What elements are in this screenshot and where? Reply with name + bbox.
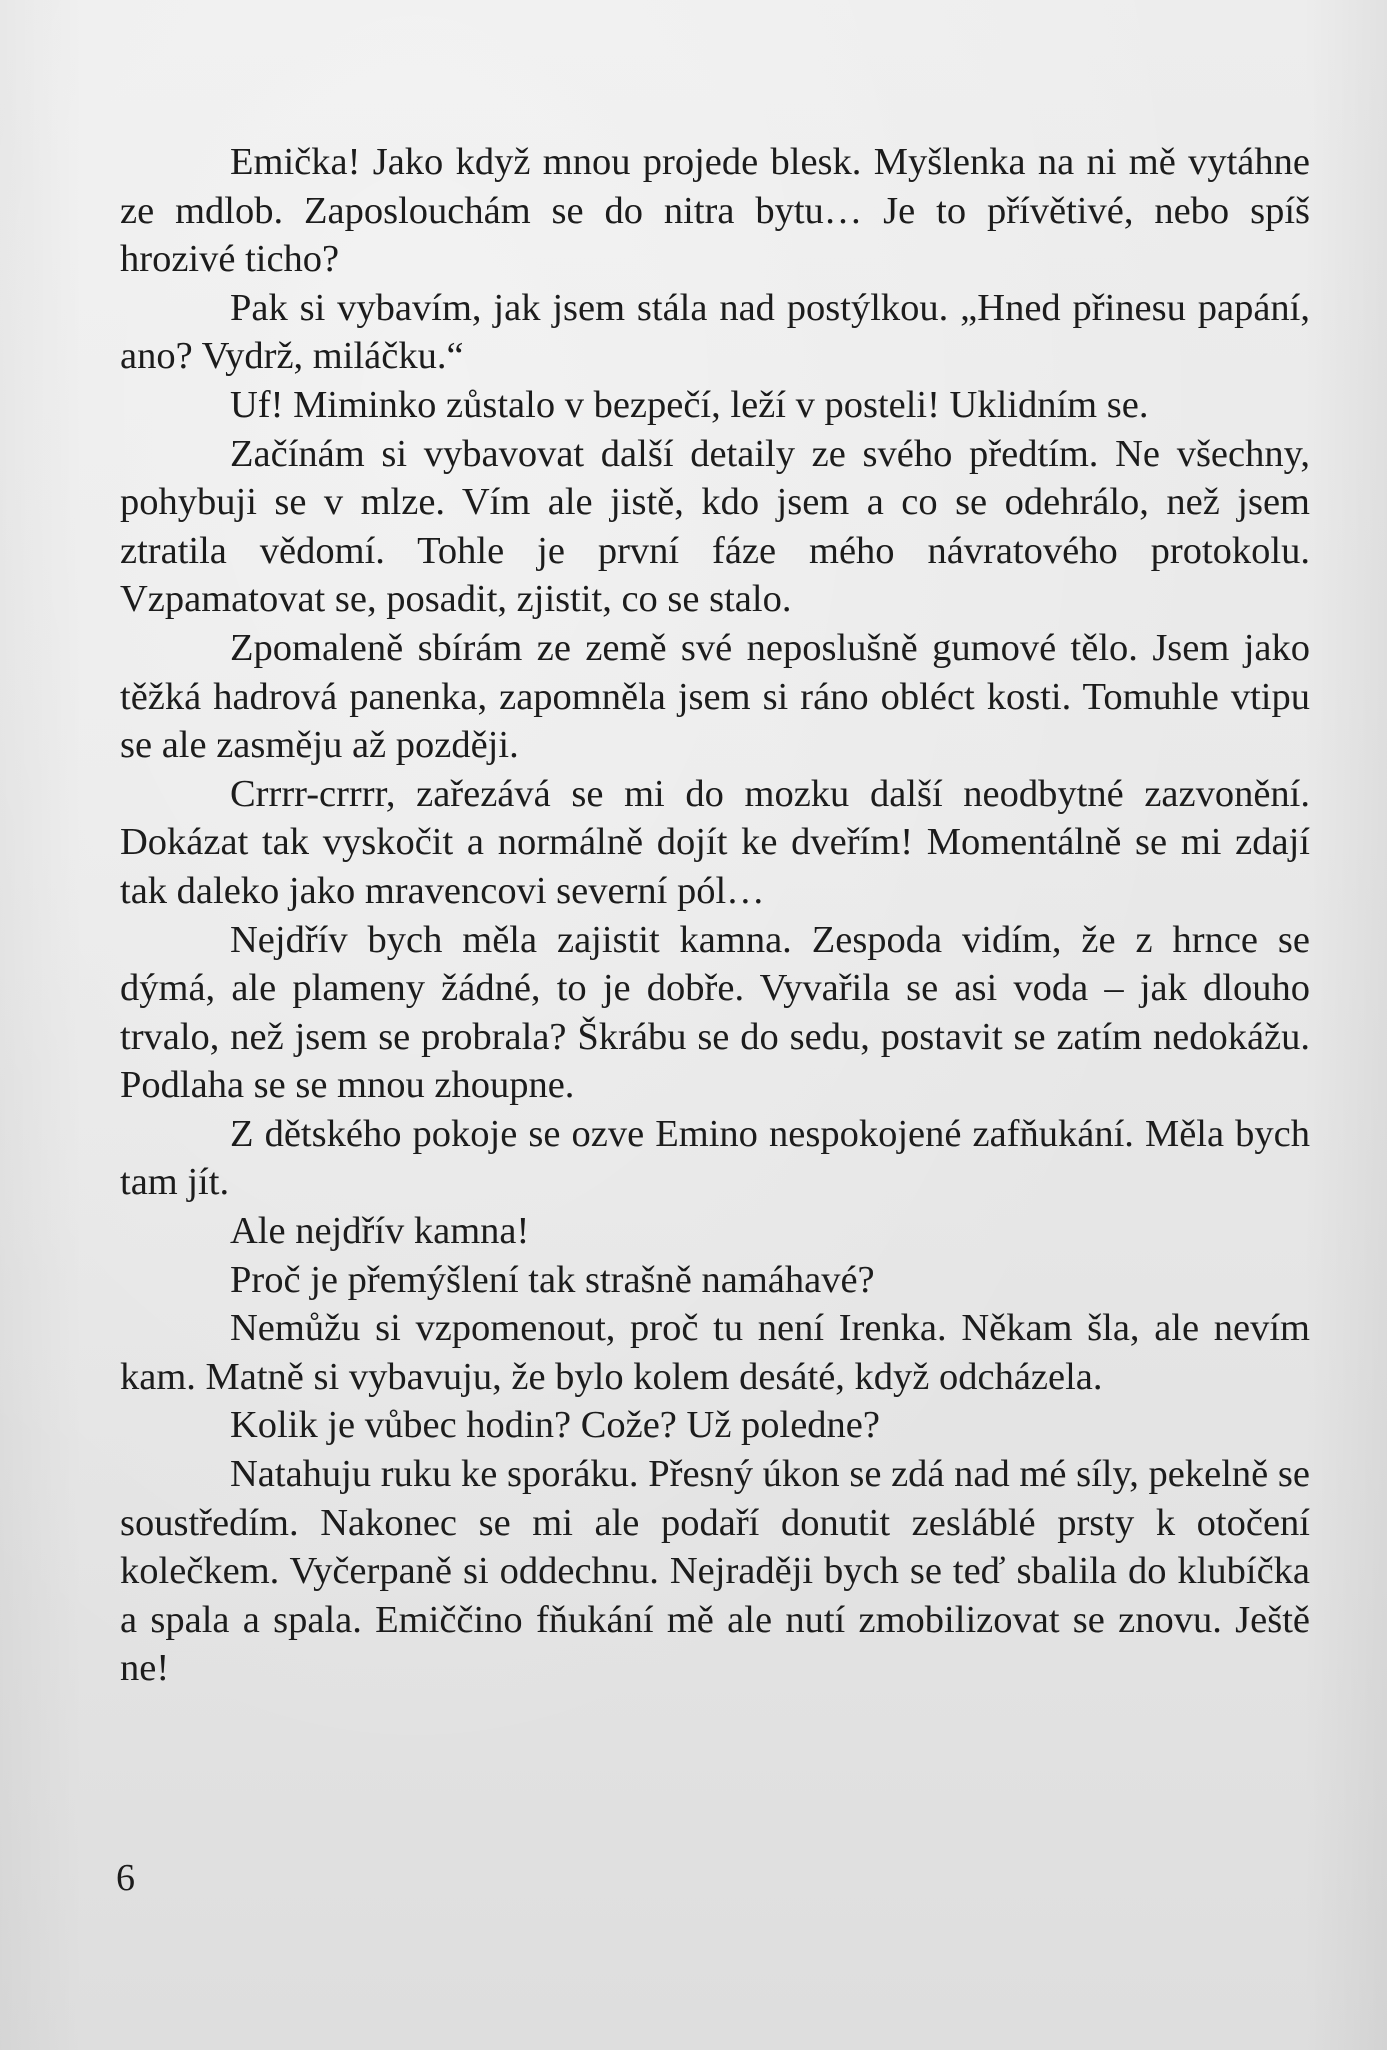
- page-number: 6: [116, 1857, 135, 1899]
- paragraph: Zpomaleně sbírám ze země své neposlušně gumové tělo. Jsem jako těžká hadrová panenka, zapomněla jsem si ráno obléct kosti. Tomuhle vtipu se ale zasměju až později.: [120, 626, 1310, 767]
- paragraph: Nemůžu si vzpomenout, proč tu není Irenka. Někam šla, ale nevím kam. Matně si vybavuju, že bylo kolem desáté, když odcházela.: [120, 1307, 1310, 1398]
- paragraph: Z dětského pokoje se ozve Emino nespokojené zafňukání. Měla bych tam jít.: [120, 1112, 1310, 1204]
- paragraph: Kolik je vůbec hodin? Cože? Už poledne?: [230, 1404, 880, 1447]
- paragraph: Nejdřív bych měla zajistit kamna. Zespoda vidím, že z hrnce se dýmá, ale plameny žádné, to je dobře. Vyvařila se asi voda – jak dlouho trvalo, než jsem se probrala? Škrábu se do sedu, postavit se zatím nedokážu. Podlaha se se mnou zhoupne.: [120, 918, 1310, 1107]
- paragraph: Ale nejdřív kamna!: [230, 1210, 530, 1253]
- paragraph: Emička! Jako když mnou projede blesk. Myšlenka na ni mě vytáhne ze mdlob. Zaposlouchám se do nitra bytu… Je to přívětivé, nebo spíš hrozivé ticho?: [120, 141, 1310, 281]
- paragraph: Uf! Miminko zůstalo v bezpečí, leží v posteli! Uklidním se.: [230, 383, 1149, 426]
- paragraph: Natahuju ruku ke sporáku. Přesný úkon se zdá nad mé síly, pekelně se soustředím. Nakonec se mi ale podaří donutit zesláblé prsty k otočení kolečkem. Vyčerpaně si oddechnu. Nejraději bych se teď sbalila do klubíčka a spala a spala. Emiččino fňukání mě ale nutí zmobilizovat se znovu. Ještě ne!: [120, 1453, 1310, 1690]
- paragraph: Začínám si vybavovat další detaily ze svého předtím. Ne všechny, pohybuji se v mlze. Vím ale jistě, kdo jsem a co se odehrálo, než jsem ztratila vědomí. Tohle je první fáze mého návratového protokolu. Vzpamatovat se, posadit, zjistit, co se stalo.: [120, 432, 1310, 621]
- paragraph: Crrrr-crrrr, zařezává se mi do mozku další neodbytné zazvonění. Dokázat tak vyskočit a normálně dojít ke dveřím! Momentálně se mi zdají tak daleko jako mravencovi severní pól…: [120, 772, 1310, 912]
- body-text: [120, 138, 1310, 1693]
- paragraph: Pak si vybavím, jak jsem stála nad postýlkou. „Hned přinesu papání, ano? Vydrž, miláčku.“: [120, 286, 1310, 378]
- paragraph: Proč je přemýšlení tak strašně namáhavé?: [230, 1258, 875, 1301]
